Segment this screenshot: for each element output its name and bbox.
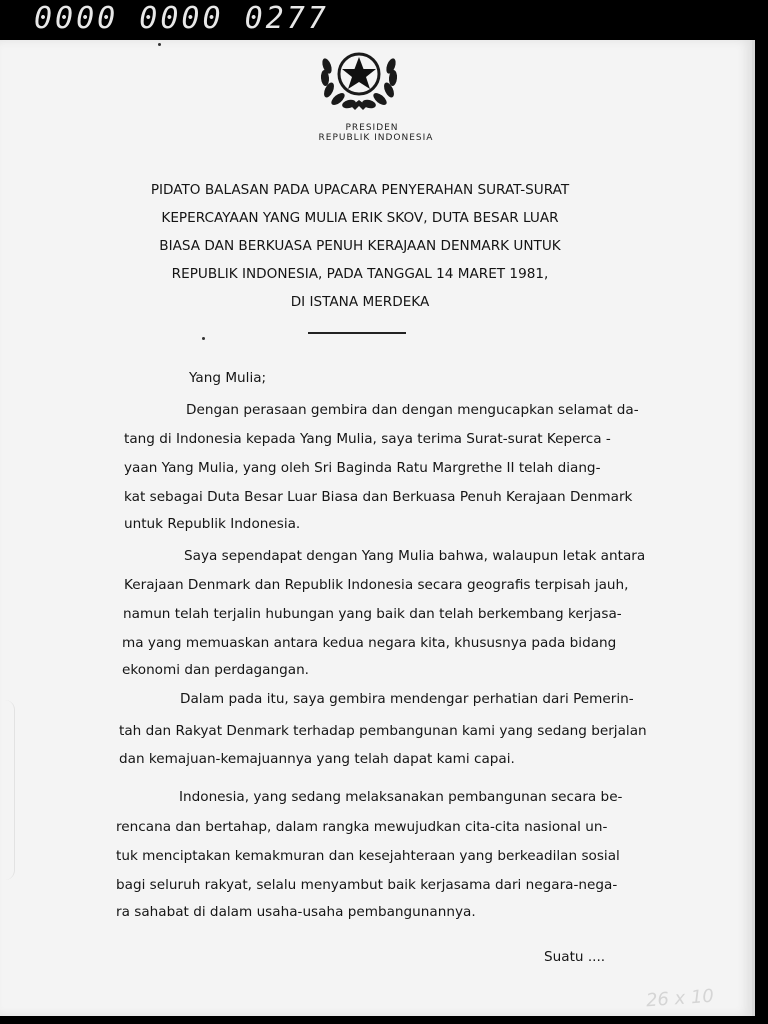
paragraph-line: Indonesia, yang sedang melaksanakan pembangunan secara be- <box>179 789 623 805</box>
paragraph-line: bagi seluruh rakyat, selalu menyambut baik kerjasama dari negara-nega- <box>116 877 618 893</box>
ink-speck <box>202 337 205 340</box>
letterhead-republik: REPUBLIK INDONESIA <box>318 133 434 143</box>
faint-page-mark: 26 x 10 <box>645 985 715 1012</box>
title-underline-divider <box>308 332 406 334</box>
paragraph-line: tuk menciptakan kemakmuran dan kesejahteraan yang berkeadilan sosial <box>116 848 620 864</box>
speech-title <box>80 176 640 316</box>
title-line: KEPERCAYAAN YANG MULIA ERIK SKOV, DUTA BESAR LUAR <box>161 210 559 226</box>
paragraph-line: Saya sependapat dengan Yang Mulia bahwa, walaupun letak antara <box>184 548 646 564</box>
continuation-catchword: Suatu .... <box>544 949 606 965</box>
paragraph-line: dan kemajuan-kemajuannya yang telah dapat kami capai. <box>119 751 515 767</box>
paragraph-line: yaan Yang Mulia, yang oleh Sri Baginda Ratu Margrethe II telah diang- <box>124 460 601 476</box>
film-frame-number: 0000 0000 0277 <box>34 1 329 36</box>
paragraph-line: namun telah terjalin hubungan yang baik dan telah berkembang kerjasa- <box>123 606 622 622</box>
title-line: BIASA DAN BERKUASA PENUH KERAJAAN DENMARK UNTUK <box>159 238 561 254</box>
title-line: PIDATO BALASAN PADA UPACARA PENYERAHAN SURAT-SURAT <box>150 182 570 198</box>
paragraph-line: tang di Indonesia kepada Yang Mulia, saya terima Surat-surat Keperca - <box>124 431 611 447</box>
letterhead-presiden: PRESIDEN <box>345 123 399 133</box>
document-page <box>0 40 755 1016</box>
paragraph-line: kat sebagai Duta Besar Luar Biasa dan Berkuasa Penuh Kerajaan Denmark <box>124 489 633 505</box>
paragraph-line: rencana dan bertahap, dalam rangka mewujudkan cita-cita nasional un- <box>116 819 608 835</box>
paragraph-line: tah dan Rakyat Denmark terhadap pembangunan kami yang sedang berjalan <box>119 723 647 739</box>
title-line: REPUBLIK INDONESIA, PADA TANGGAL 14 MARET 1981, <box>171 266 549 282</box>
page-edge-shadow <box>0 700 15 880</box>
paragraph-line: Dengan perasaan gembira dan dengan mengucapkan selamat da- <box>186 402 639 418</box>
title-line: DI ISTANA MERDEKA <box>290 294 430 310</box>
salutation: Yang Mulia; <box>189 370 267 386</box>
paragraph-line: Kerajaan Denmark dan Republik Indonesia secara geografis terpisah jauh, <box>124 577 629 593</box>
ink-speck <box>158 43 161 46</box>
presidential-emblem-icon <box>317 42 401 112</box>
paragraph-line: ma yang memuaskan antara kedua negara kita, khususnya pada bidang <box>122 635 617 651</box>
paragraph-line: Dalam pada itu, saya gembira mendengar perhatian dari Pemerin- <box>180 691 634 707</box>
paragraph-line: ra sahabat di dalam usaha-usaha pembangunannya. <box>116 904 476 920</box>
paragraph-line: untuk Republik Indonesia. <box>124 516 301 532</box>
paragraph-line: ekonomi dan perdagangan. <box>122 662 310 678</box>
